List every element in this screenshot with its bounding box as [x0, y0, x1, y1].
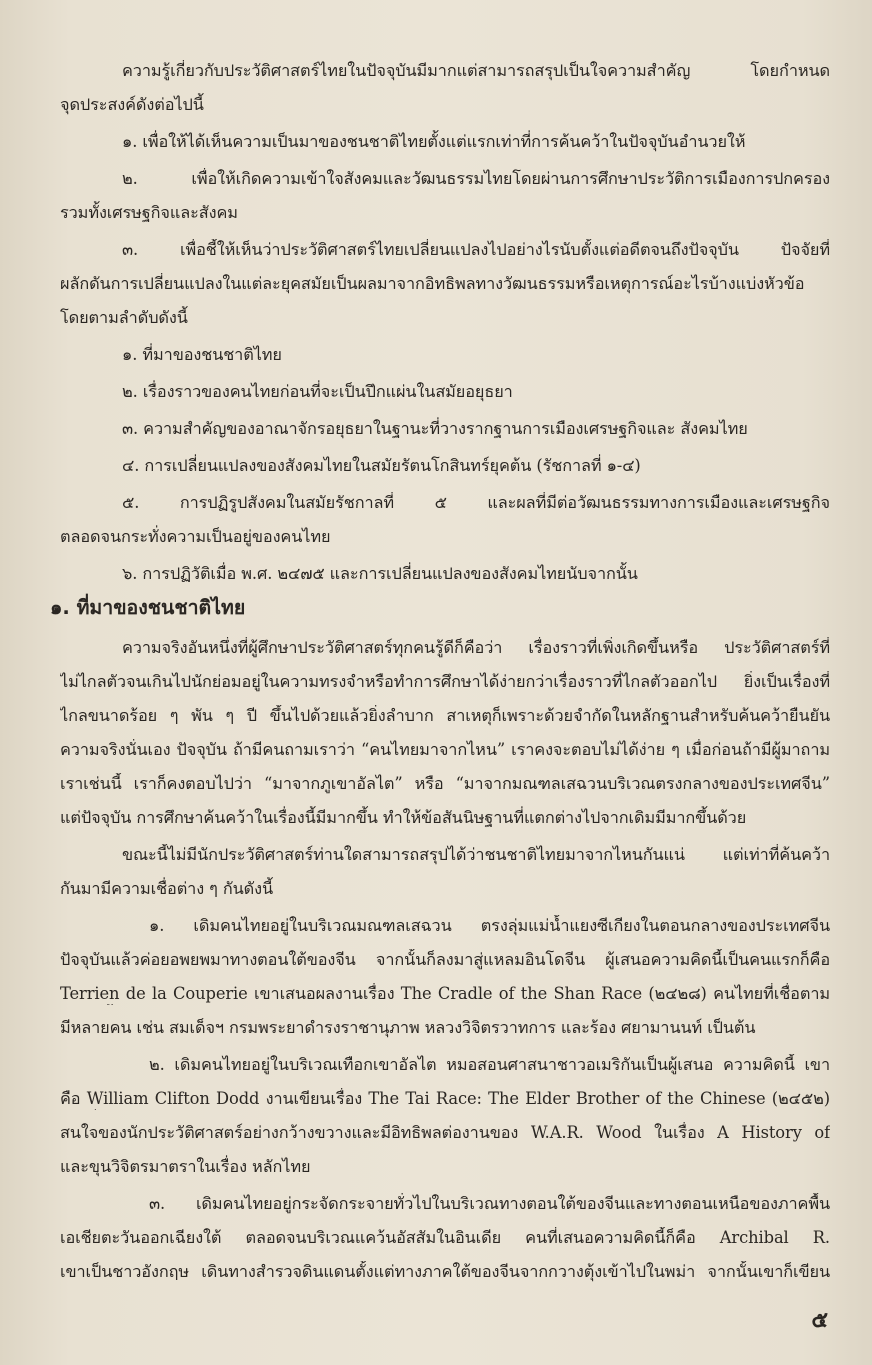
text-line: สนใจของนักประวัติศาสตร์อย่างกว้างขวางและมีอิทธิพลต่องานของ W.A.R. Wood ในเรื่อง A History of: [60, 1123, 830, 1143]
text-line: กันมามีความเชื่อต่าง ๆ กันดังนี้: [60, 879, 273, 899]
list-item: [60, 455, 830, 477]
text-line: มีหลายคน เช่น สมเด็จฯ กรมพระยาดำรงราชานุภาพ หลวงวิจิตรวาทการ และร้อง ศยามานนท์ เป็นต้น: [60, 1018, 756, 1038]
section-paragraph: [60, 637, 830, 829]
text-line: ๒. เดิมคนไทยอยู่ในบริเวณเทือกเขาอัลไต หมอสอนศาสนาชาวอเมริกันเป็นผู้เสนอ ความคิดนี้ เขา: [149, 1055, 830, 1075]
text-line: ๔. การเปลี่ยนแปลงของสังคมไทยในสมัยรัตนโกสินทร์ยุคต้น (รัชกาลที่ ๑-๔): [122, 456, 641, 475]
text-line: ปัจจุบันแล้วค่อยอพยพมาทางตอนใต้ของจีน จากนั้นก็ลงมาสู่แหลมอินโดจีน ผู้เสนอความคิดนี้เป็นคนแรกก็คือ: [60, 950, 830, 970]
page-content: [50, 60, 830, 1283]
text-line: ๒. เรื่องราวของคนไทยก่อนที่จะเป็นปึกแผ่นในสมัยอยุธยา: [122, 382, 513, 401]
text-line: ๖. การปฏิวัติเมื่อ พ.ศ. ๒๔๗๕ และการเปลี่ยนแปลงของสังคมไทยนับจากนั้น: [122, 564, 638, 583]
intro-paragraph: [60, 60, 830, 116]
list-item: [60, 239, 830, 329]
list-item: [60, 418, 830, 440]
text-line: ๒. เพื่อให้เกิดความเข้าใจสังคมและวัฒนธรรมไทยโดยผ่านการศึกษาประวัติการเมืองการปกครอง: [122, 169, 830, 188]
list-item: [60, 1193, 830, 1283]
text-line: ๓. ความสำคัญของอาณาจักรอยุธยาในฐานะที่วางรากฐานการเมืองเศรษฐกิจและ สังคมไทย: [122, 419, 748, 438]
text-line: ตลอดจนกระทั่งความเป็นอยู่ของคนไทย: [60, 527, 331, 546]
text-line: ขณะนี้ไม่มีนักประวัติศาสตร์ท่านใดสามารถสรุปได้ว่าชนชาติไทยมาจากไหนกันแน่ แต่เท่าที่ค้นคว้า: [122, 845, 830, 865]
text-line: ๕. การปฏิรูปสังคมในสมัยรัชกาลที่ ๕ และผลที่มีต่อวัฒนธรรมทางการเมืองและเศรษฐกิจ: [122, 493, 830, 512]
text-line: ผลักดันการเปลี่ยนแปลงในแต่ละยุคสมัยเป็นผลมาจากอิทธิพลทางวัฒนธรรมหรือเหตุการณ์อะไรบ้างแบ่งหัวข้อ: [60, 274, 805, 293]
section-paragraph: [60, 844, 830, 900]
list-item: [60, 915, 830, 1039]
text-line: โดยตามลำดับดังนี้: [60, 308, 188, 327]
text-line: และขุนวิจิตรมาตราในเรื่อง หลักไทย: [60, 1157, 311, 1177]
list-item: [60, 381, 830, 403]
list-item: [60, 131, 830, 153]
text-line: ๓. เดิมคนไทยอยู่กระจัดกระจายทั่วไปในบริเวณทางตอนใต้ของจีนและทางตอนเหนือของภาคพื้น: [149, 1194, 830, 1214]
text-line: รวมทั้งเศรษฐกิจและสังคม: [60, 203, 238, 222]
objectives-list: [60, 131, 830, 329]
text-line: จุดประสงค์ดังต่อไปนี้: [60, 95, 204, 114]
text-line: ๓. เพื่อชี้ให้เห็นว่าประวัติศาสตร์ไทยเปลี่ยนแปลงไปอย่างไรนับตั้งแต่อดีตจนถึงปัจจุบัน ปัจจัยที่: [122, 240, 830, 259]
section-heading: ๑. ที่มาของชนชาติไทย: [50, 596, 246, 619]
text-line: เอเชียตะวันออกเฉียงใต้ ตลอดจนบริเวณแคว้นอัสสัมในอินเดีย คนที่เสนอความคิดนี้ก็คือ Archibal R.: [60, 1228, 830, 1248]
list-item: [60, 492, 830, 548]
text-line: ไม่ไกลตัวจนเกินไปนักย่อมอยู่ในความทรงจำหรือทำการศึกษาได้ง่ายกว่าเรื่องราวที่ไกลตัวออกไป ยิ่งเป็นเรื่องที่: [60, 672, 830, 692]
topics-list: [60, 344, 830, 585]
text-line: ๑. ที่มาของชนชาติไทย: [122, 345, 282, 364]
text-line: ไกลขนาดร้อย ๆ พัน ๆ ปี ขึ้นไปด้วยแล้วยิ่งลำบาก สาเหตุก็เพราะด้วยจำกัดในหลักฐานสำหรับค้นคว้ายืนยัน: [60, 706, 830, 726]
list-item: [60, 168, 830, 224]
text-line: ความจริงอันหนึ่งที่ผู้ศึกษาประวัติศาสตร์ทุกคนรู้ดีก็คือว่า เรื่องราวที่เพิ่งเกิดขึ้นหรือ ประวัติศาสตร์ที่: [122, 638, 830, 658]
page-number: ๕: [811, 1307, 828, 1333]
text-line: เขาเป็นชาวอังกฤษ เดินทางสำรวจดินแดนตั้งแต่ทางภาคใต้ของจีนจากกวางตุ้งเข้าไปในพม่า จากนั้นเขาก็เขียน: [60, 1262, 830, 1282]
text-line: เราเช่นนี้ เราก็คงตอบไปว่า “มาจากภูเขาอัลไต” หรือ “มาจากมณฑลเสฉวนบริเวณตรงกลางของประเทศจีน”: [60, 774, 830, 794]
text-line: ความจริงนั่นเอง ปัจจุบัน ถ้ามีคนถามเราว่า “คนไทยมาจากไหน” เราคงจะตอบไม่ได้ง่าย ๆ เมื่อก่อนถ้ามีผู้มาถาม: [60, 740, 830, 760]
text-line: ความรู้เกี่ยวกับประวัติศาสตร์ไทยในปัจจุบันมีมากแต่สามารถสรุปเป็นใจความสำคัญ โดยกำหนด: [122, 61, 830, 80]
text-line: Terrien de la Couperie เขาเสนอผลงานเรื่อง The Cradle of the Shan Race (๒๔๒๘) คนไทยที่เชื่อตาม: [60, 984, 830, 1004]
list-item: [60, 344, 830, 366]
list-item: [60, 563, 830, 585]
text-line: แต่ปัจจุบัน การศึกษาค้นคว้าในเรื่องนี้มีมากขึ้น ทำให้ข้อสันนิษฐานที่แตกต่างไปจากเดิมมีมากขึ้นด้วย: [60, 808, 747, 828]
text-line: ๑. เพื่อให้ได้เห็นความเป็นมาของชนชาติไทยตั้งแต่แรกเท่าที่การค้นคว้าในปัจจุบันอำนวยให้: [122, 132, 746, 151]
text-line: ๑. เดิมคนไทยอยู่ในบริเวณมณฑลเสฉวน ตรงลุ่มแม่น้ำแยงซีเกียงในตอนกลางของประเทศจีน: [149, 916, 830, 936]
theories-list: [60, 915, 830, 1283]
list-item: [60, 1054, 830, 1178]
text-line: คือ William Clifton Dodd งานเขียนเรื่อง The Tai Race: The Elder Brother of the Chinese (๒๔๕๒): [60, 1089, 830, 1109]
